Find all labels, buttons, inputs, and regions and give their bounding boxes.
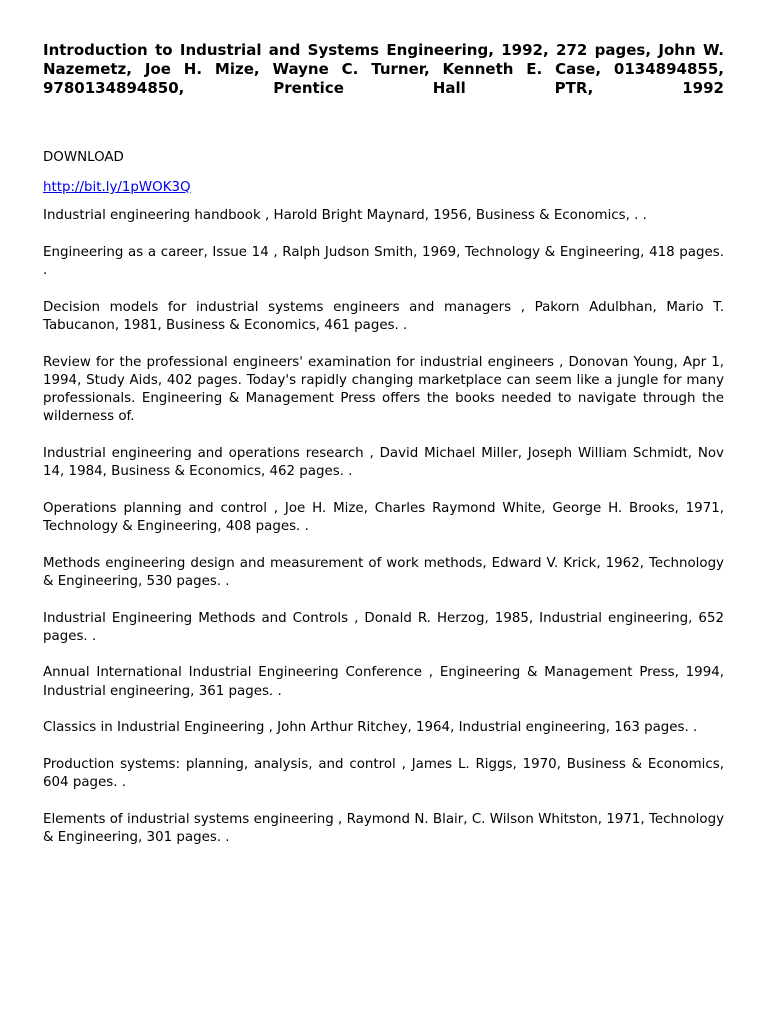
list-item: Elements of industrial systems engineering , Raymond N. Blair, C. Wilson Whitston, 1971, Technology & Engineering, 301 pages. . — [43, 811, 724, 846]
list-item: Annual International Industrial Engineering Conference , Engineering & Management Press, 1994, Industrial engineering, 361 pages. . — [43, 665, 724, 699]
related-books-list — [43, 207, 724, 847]
download-link[interactable]: http://bit.ly/1pWOK3Q — [43, 180, 191, 195]
list-item: Methods engineering design and measurement of work methods, Edward V. Krick, 1962, Technology & Engineering, 530 pages. . — [43, 555, 724, 589]
list-item: Decision models for industrial systems engineers and managers , Pakorn Adulbhan, Mario T. Tabucanon, 1981, Business & Economics, 461 pages. . — [43, 299, 724, 333]
document-page — [43, 41, 724, 866]
list-item: Review for the professional engineers' examination for industrial engineers , Donovan Young, Apr 1, 1994, Study Aids, 402 pages. Today's rapidly changing marketplace can seem like a jungle for many professionals. Engineering & Management Press offers the books needed to navigate through the wilderness of. — [43, 354, 724, 425]
list-item: Classics in Industrial Engineering , John Arthur Ritchey, 1964, Industrial engineering, 163 pages. . — [43, 720, 698, 736]
list-item: Industrial engineering and operations research , David Michael Miller, Joseph William Schmidt, Nov 14, 1984, Business & Economics, 462 pages. . — [43, 445, 724, 480]
list-item: Industrial engineering handbook , Harold Bright Maynard, 1956, Business & Economics, . . — [43, 208, 647, 223]
list-item: Engineering as a career, Issue 14 , Ralph Judson Smith, 1969, Technology & Engineering, 418 pages. . — [43, 244, 724, 278]
list-item: Production systems: planning, analysis, and control , James L. Riggs, 1970, Business & Economics, 604 pages. . — [43, 757, 724, 791]
download-label: DOWNLOAD — [43, 150, 124, 165]
list-item: Operations planning and control , Joe H. Mize, Charles Raymond White, George H. Brooks, 1971, Technology & Engineering, 408 pages. . — [43, 500, 724, 534]
list-item: Industrial Engineering Methods and Controls , Donald R. Herzog, 1985, Industrial engineering, 652 pages. . — [43, 610, 724, 644]
document-title: Introduction to Industrial and Systems Engineering, 1992, 272 pages, John W. Nazemetz, Joe H. Mize, Wayne C. Turner, Kenneth E. Case, 0134894855, 9780134894850, Prentice Hall PTR, 1992 — [43, 41, 724, 97]
